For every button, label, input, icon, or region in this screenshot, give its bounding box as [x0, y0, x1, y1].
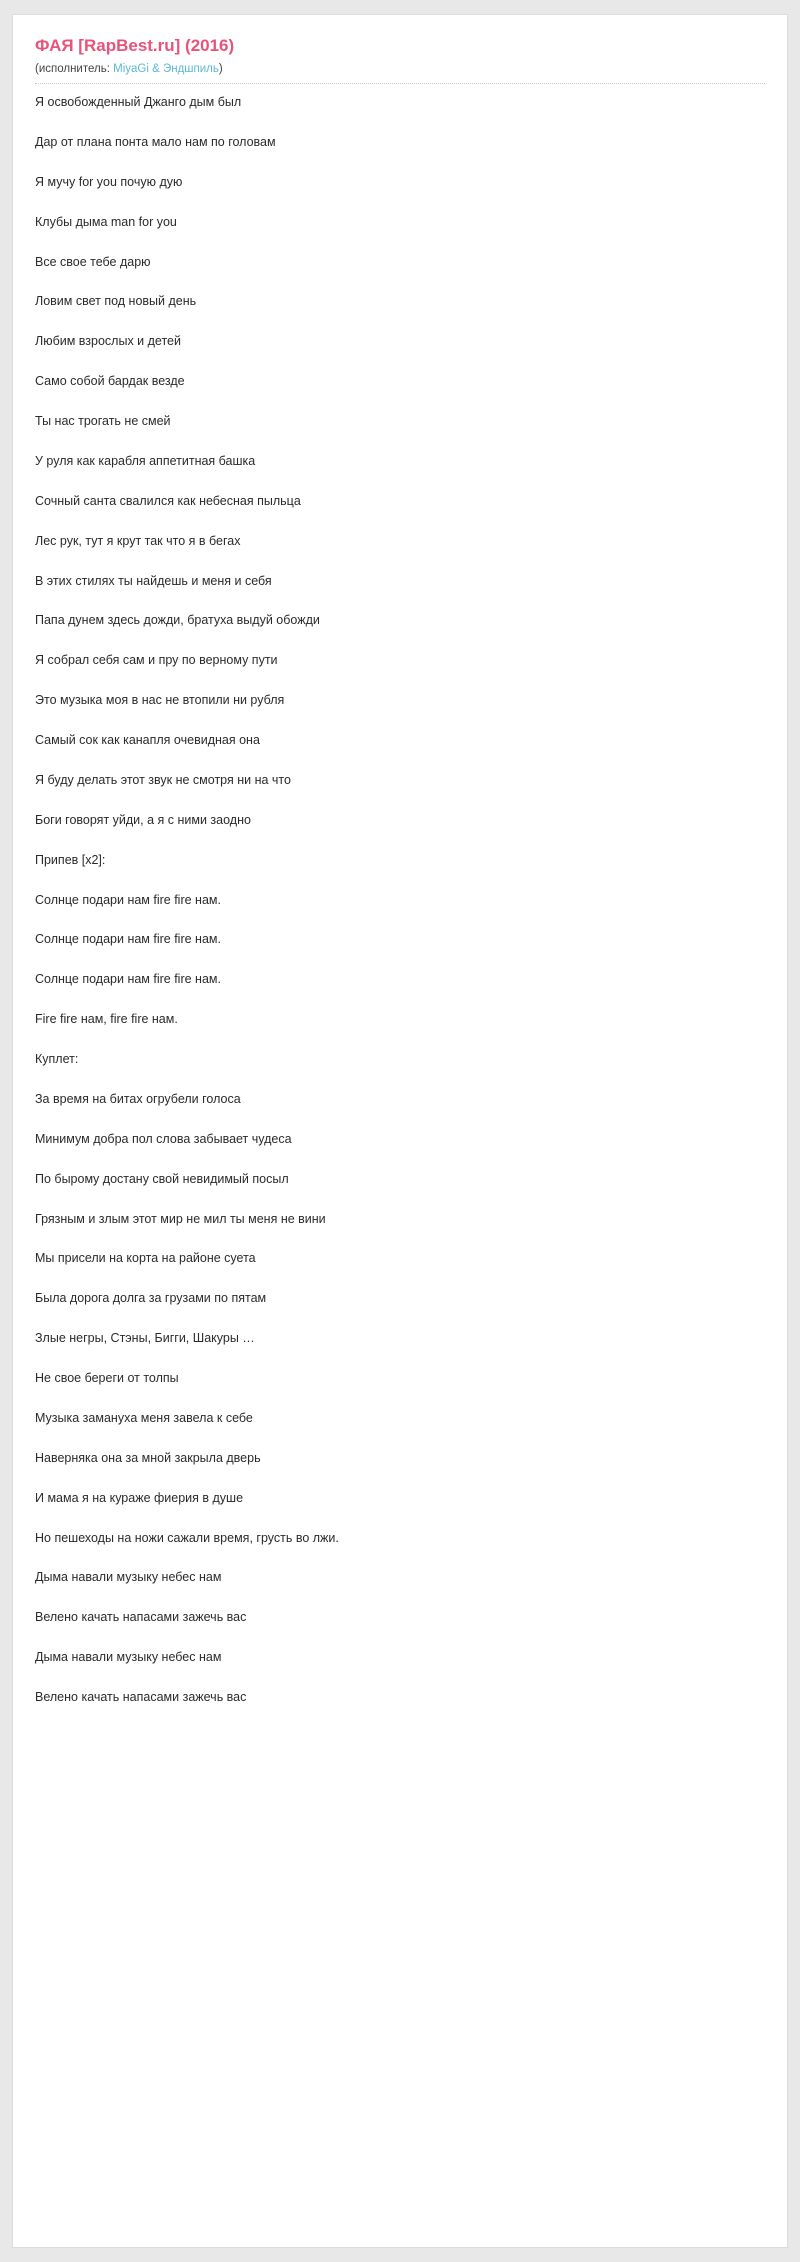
lyric-line: Солнце подари нам fire fire нам.: [35, 932, 221, 947]
lyric-line: Ты нас трогать не смей: [35, 414, 171, 429]
lyric-line: За время на битах огрубели голоса: [35, 1091, 241, 1106]
lyrics-body: [35, 94, 765, 1706]
lyric-line: Самый сок как канапля очевидная она: [35, 733, 260, 748]
lyric-line: Ловим свет под новый день: [35, 294, 197, 309]
performer-label: (исполнитель:: [35, 63, 110, 76]
lyric-line: Музыка заманухa меня завела к себе: [35, 1410, 253, 1425]
lyric-line: Любим взрослых и детей: [35, 334, 181, 349]
lyric-line: Наверняка она за мной закрыла дверь: [35, 1450, 261, 1465]
lyric-line: Это музыка моя в нас не втопили ни рубля: [35, 693, 285, 708]
lyric-line: Боги говорят уйди, а я с ними заодно: [35, 812, 251, 827]
lyric-line: И мама я на кураже фиерия в душе: [35, 1490, 244, 1505]
lyrics-card: [12, 14, 788, 2248]
lyric-line: Лес рук, тут я крут так что я в бегах: [35, 533, 241, 548]
lyric-line: Была дорога долга за грузами по пятам: [35, 1291, 267, 1306]
lyric-line: Велено качать напасами зажечь вас: [35, 1610, 247, 1625]
lyric-line: Я собрал себя сам и пру по верному пути: [35, 653, 278, 668]
lyric-line: Мы присели на корта на районе суета: [35, 1251, 256, 1266]
lyric-line: Папа дунем здесь дожди, братуха выдуй обожди: [35, 613, 320, 628]
performer-line: [35, 63, 765, 84]
lyric-line: Дыма навали музыку небес нам: [35, 1570, 222, 1585]
lyric-line: Но пешеходы на ножи сажали время, грусть во лжи.: [35, 1530, 339, 1545]
lyric-line: Fire fire нам, fire fire нам.: [35, 1012, 178, 1027]
lyric-line: Я освобожденный Джанго дым был: [35, 95, 242, 110]
lyric-line: В этих стилях ты найдешь и меня и себя: [35, 573, 272, 588]
lyric-line: Все свое тебе дарю: [35, 254, 151, 269]
performer-close-paren: ): [218, 63, 223, 76]
lyric-line: Солнце подари нам fire fire нам.: [35, 892, 221, 907]
lyric-line: У руля как карабля аппетитная башка: [35, 453, 256, 468]
lyric-line: Куплет:: [35, 1052, 79, 1067]
lyric-line: Злые негры, Стэны, Бигги, Шакуры …: [35, 1331, 255, 1346]
lyric-line: По быромy достану свой невидимый посыл: [35, 1171, 289, 1186]
lyric-line: Дар от плана понта мало нам по головам: [35, 134, 276, 149]
lyric-line: Я буду делать этот звук не смотря ни на что: [35, 772, 291, 787]
lyric-line: Минимум добра пол слова забывает чудеса: [35, 1131, 292, 1146]
lyric-line: Клубы дыма man for you: [35, 214, 177, 229]
page-title: ФАЯ [RapBest.ru] (2016): [35, 36, 235, 55]
lyric-line: Припев [х2]:: [35, 852, 106, 867]
lyric-line: Грязным и злым этот мир не мил ты меня не вини: [35, 1211, 326, 1226]
lyric-line: Велено качать напасами зажечь вас: [35, 1690, 247, 1705]
lyric-line: Не свое береги от толпы: [35, 1371, 179, 1386]
lyric-line: Сочный санта свалился как небесная пыльца: [35, 493, 301, 508]
lyric-line: Само собой бардак везде: [35, 374, 185, 389]
lyric-line: Дыма навали музыку небес нам: [35, 1650, 222, 1665]
lyric-line: Я мучу for you почую дую: [35, 174, 183, 189]
lyric-line: Солнце подари нам fire fire нам.: [35, 972, 221, 987]
performer-link[interactable]: MiyaGi & Эндшпиль: [113, 63, 219, 76]
